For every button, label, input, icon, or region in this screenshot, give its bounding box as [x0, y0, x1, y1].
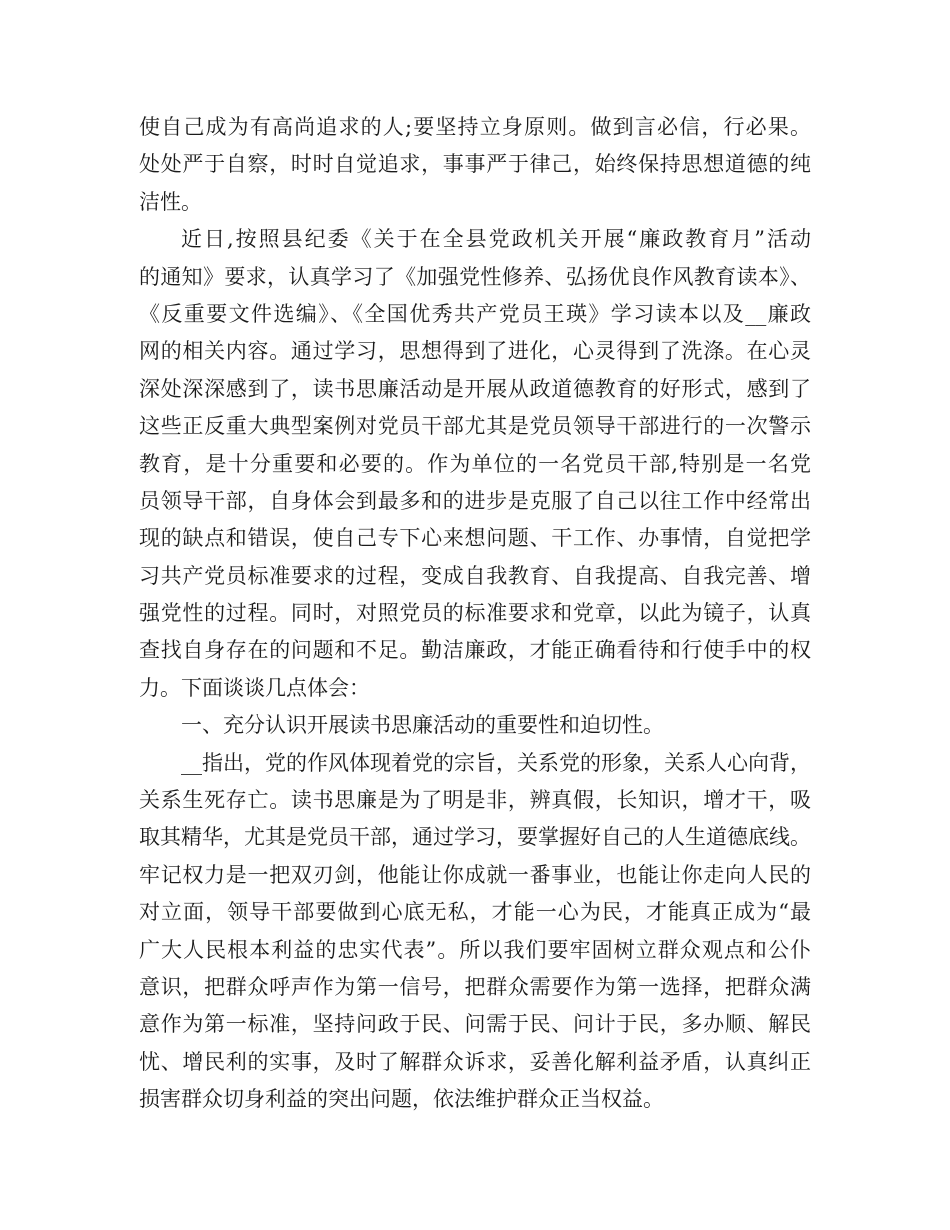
text-line-13: 习共产党员标准要求的过程，变成自我教育、自我提高、自我完善、增	[139, 563, 811, 588]
section-heading: 一、充分认识开展读书思廉活动的重要性和迫切性。	[181, 713, 664, 738]
text-line-21: 牢记权力是一把双刃剑，他能让你成就一番事业，也能让你走向人民的	[139, 862, 811, 887]
text-line-15: 查找自身存在的问题和不足。勤洁廉政，才能正确看待和行使手中的权	[139, 638, 811, 663]
text-line-5: 的通知》要求，认真学习了《加强党性修养、弘扬优良作风教育读本》、	[139, 264, 811, 289]
text-line-27: 损害群众切身利益的突出问题，依法维护群众正当权益。	[139, 1087, 664, 1112]
text-line-10: 教育，是十分重要和必要的。作为单位的一名党员干部,特别是一名党	[139, 451, 811, 476]
text-line-12: 现的缺点和错误，使自己专下心来想问题、干工作、办事情，自觉把学	[139, 526, 811, 551]
text-line-18: __指出，党的作风体现着党的宗旨，关系党的形象，关系人心向背，	[181, 750, 811, 775]
text-line-4: 近日,按照县纪委《关于在全县党政机关开展“廉政教育月”活动	[181, 227, 811, 252]
text-line-26: 忧、增民利的实事，及时了解群众诉求，妥善化解利益矛盾，认真纠正	[139, 1049, 811, 1074]
text-line-23: 广大人民根本利益的忠实代表”。所以我们要牢固树立群众观点和公仆	[139, 937, 811, 962]
text-line-2: 处处严于自察，时时自觉追求，事事严于律己，始终保持思想道德的纯	[139, 152, 811, 177]
text-line-20: 取其精华，尤其是党员干部，通过学习，要掌握好自己的人生道德底线。	[139, 825, 811, 850]
text-line-11: 员领导干部，自身体会到最多和的进步是克服了自己以往工作中经常出	[139, 488, 811, 513]
text-line-7: 网的相关内容。通过学习，思想得到了进化，心灵得到了洗涤。在心灵	[139, 339, 811, 364]
text-line-22: 对立面，领导干部要做到心底无私，才能一心为民，才能真正成为“最	[139, 900, 811, 925]
text-line-16: 力。下面谈谈几点体会：	[139, 675, 370, 700]
text-line-1: 使自己成为有高尚追求的人;要坚持立身原则。做到言必信，行必果。	[139, 115, 811, 139]
text-line-19: 关系生死存亡。读书思廉是为了明是非，辨真假，长知识，增才干，吸	[139, 788, 811, 813]
text-line-9: 这些正反重大典型案例对党员干部尤其是党员领导干部进行的一次警示	[139, 414, 811, 439]
text-line-3: 洁性。	[139, 189, 202, 214]
document-body	[139, 109, 811, 1119]
text-line-14: 强党性的过程。同时，对照党员的标准要求和党章，以此为镜子，认真	[139, 601, 811, 626]
text-line-6: 《反重要文件选编》、《全国优秀共产党员王瑛》学习读本以及__廉政	[139, 301, 811, 326]
text-line-8: 深处深深感到了，读书思廉活动是开展从政道德教育的好形式，感到了	[139, 376, 811, 401]
text-line-25: 意作为第一标准，坚持问政于民、问需于民、问计于民，多办顺、解民	[139, 1012, 811, 1037]
text-line-24: 意识，把群众呼声作为第一信号，把群众需要作为第一选择，把群众满	[139, 974, 811, 999]
